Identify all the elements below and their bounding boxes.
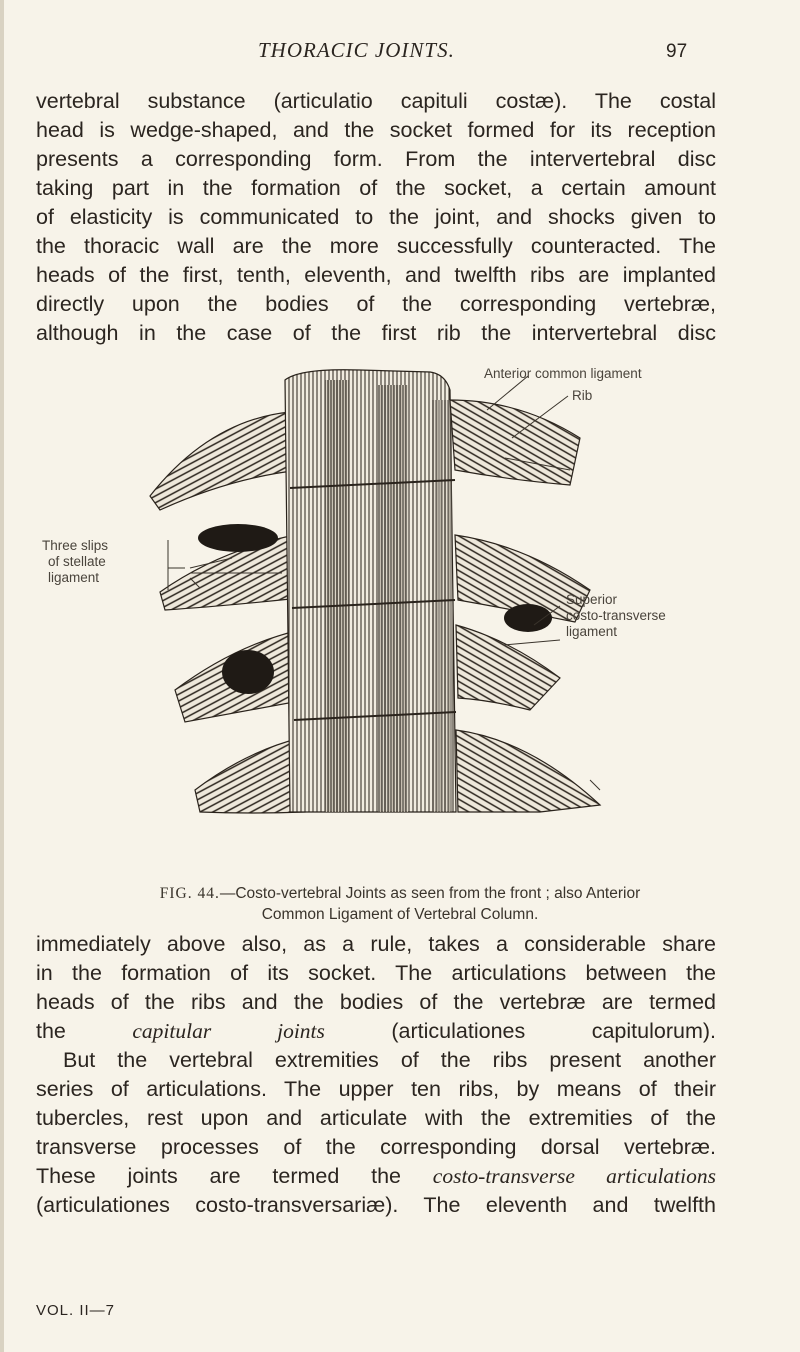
text-line: series of articulations. The upper ten ribs, by means of their [36, 1077, 716, 1101]
text-line: of elasticity is communicated to the joint, and shocks given to [36, 205, 716, 229]
label-superior-line3: ligament [566, 624, 618, 639]
text-line: vertebral substance (articulatio capituli costæ). The costal [36, 89, 716, 113]
paragraph-bottom [36, 930, 716, 1220]
label-three-slips-line2: of stellate [48, 554, 106, 569]
text-line: in the formation of its socket. The articulations between the [36, 961, 716, 985]
text-line: heads of the first, tenth, eleventh, and twelfth ribs are implanted [36, 263, 716, 287]
text-line: the thoracic wall are the more successfully counteracted. The [36, 234, 716, 258]
italic-term: capitular joints [132, 1019, 325, 1043]
text-line: heads of the ribs and the bodies of the vertebræ are termed [36, 990, 716, 1014]
caption-text-line2: Common Ligament of Vertebral Column. [261, 906, 539, 923]
figure-number: FIG. 44. [159, 885, 220, 902]
text-line: But the vertebral extremities of the ribs present another [63, 1048, 716, 1072]
running-title: THORACIC JOINTS. [258, 38, 455, 62]
italic-term: costo-transverse articulations [432, 1164, 716, 1188]
page-number: 97 [666, 41, 688, 62]
text-line: tubercles, rest upon and articulate with the extremities of the [36, 1106, 716, 1130]
text-line: directly upon the bodies of the corresponding vertebræ, [36, 292, 716, 316]
label-anterior-common-ligament: Anterior common ligament [484, 366, 642, 381]
caption-text-line1: —Costo-vertebral Joints as seen from the front ; also Anterior [219, 885, 641, 902]
label-superior-line1: Superior [566, 592, 618, 607]
text-line: head is wedge-shaped, and the socket formed for its reception [36, 118, 716, 142]
label-three-slips-line3: ligament [48, 570, 100, 585]
text-line: immediately above also, as a rule, takes a considerable share [36, 932, 716, 956]
costo-vertebral-illustration [0, 360, 800, 820]
rib-bundles-left [150, 412, 305, 813]
text-line: (articulationes costo-transversariæ). The eleventh and twelfth [36, 1193, 716, 1217]
page-header [0, 38, 800, 68]
text-line: although in the case of the first rib the intervertebral disc [36, 321, 716, 345]
text-line: taking part in the formation of the socket, a certain amount [36, 176, 716, 200]
text-segment: the [36, 1019, 133, 1043]
figure-caption [40, 883, 760, 925]
text-line [36, 1162, 716, 1191]
label-rib: Rib [572, 388, 593, 403]
vertebral-column [285, 370, 456, 812]
label-three-slips-line1: Three slips [42, 538, 109, 553]
text-segment: These joints are termed the [36, 1164, 433, 1188]
paragraph-top [36, 87, 716, 348]
text-segment: (articulationes capitulorum). [324, 1019, 716, 1043]
anatomical-figure [0, 360, 800, 820]
signature-mark: VOL. II—7 [36, 1302, 116, 1319]
text-line: transverse processes of the corresponding dorsal vertebræ. [36, 1135, 716, 1159]
label-superior-line2: costo-transverse [566, 608, 666, 623]
text-line: presents a corresponding form. From the intervertebral disc [36, 147, 716, 171]
text-line [36, 1017, 716, 1046]
